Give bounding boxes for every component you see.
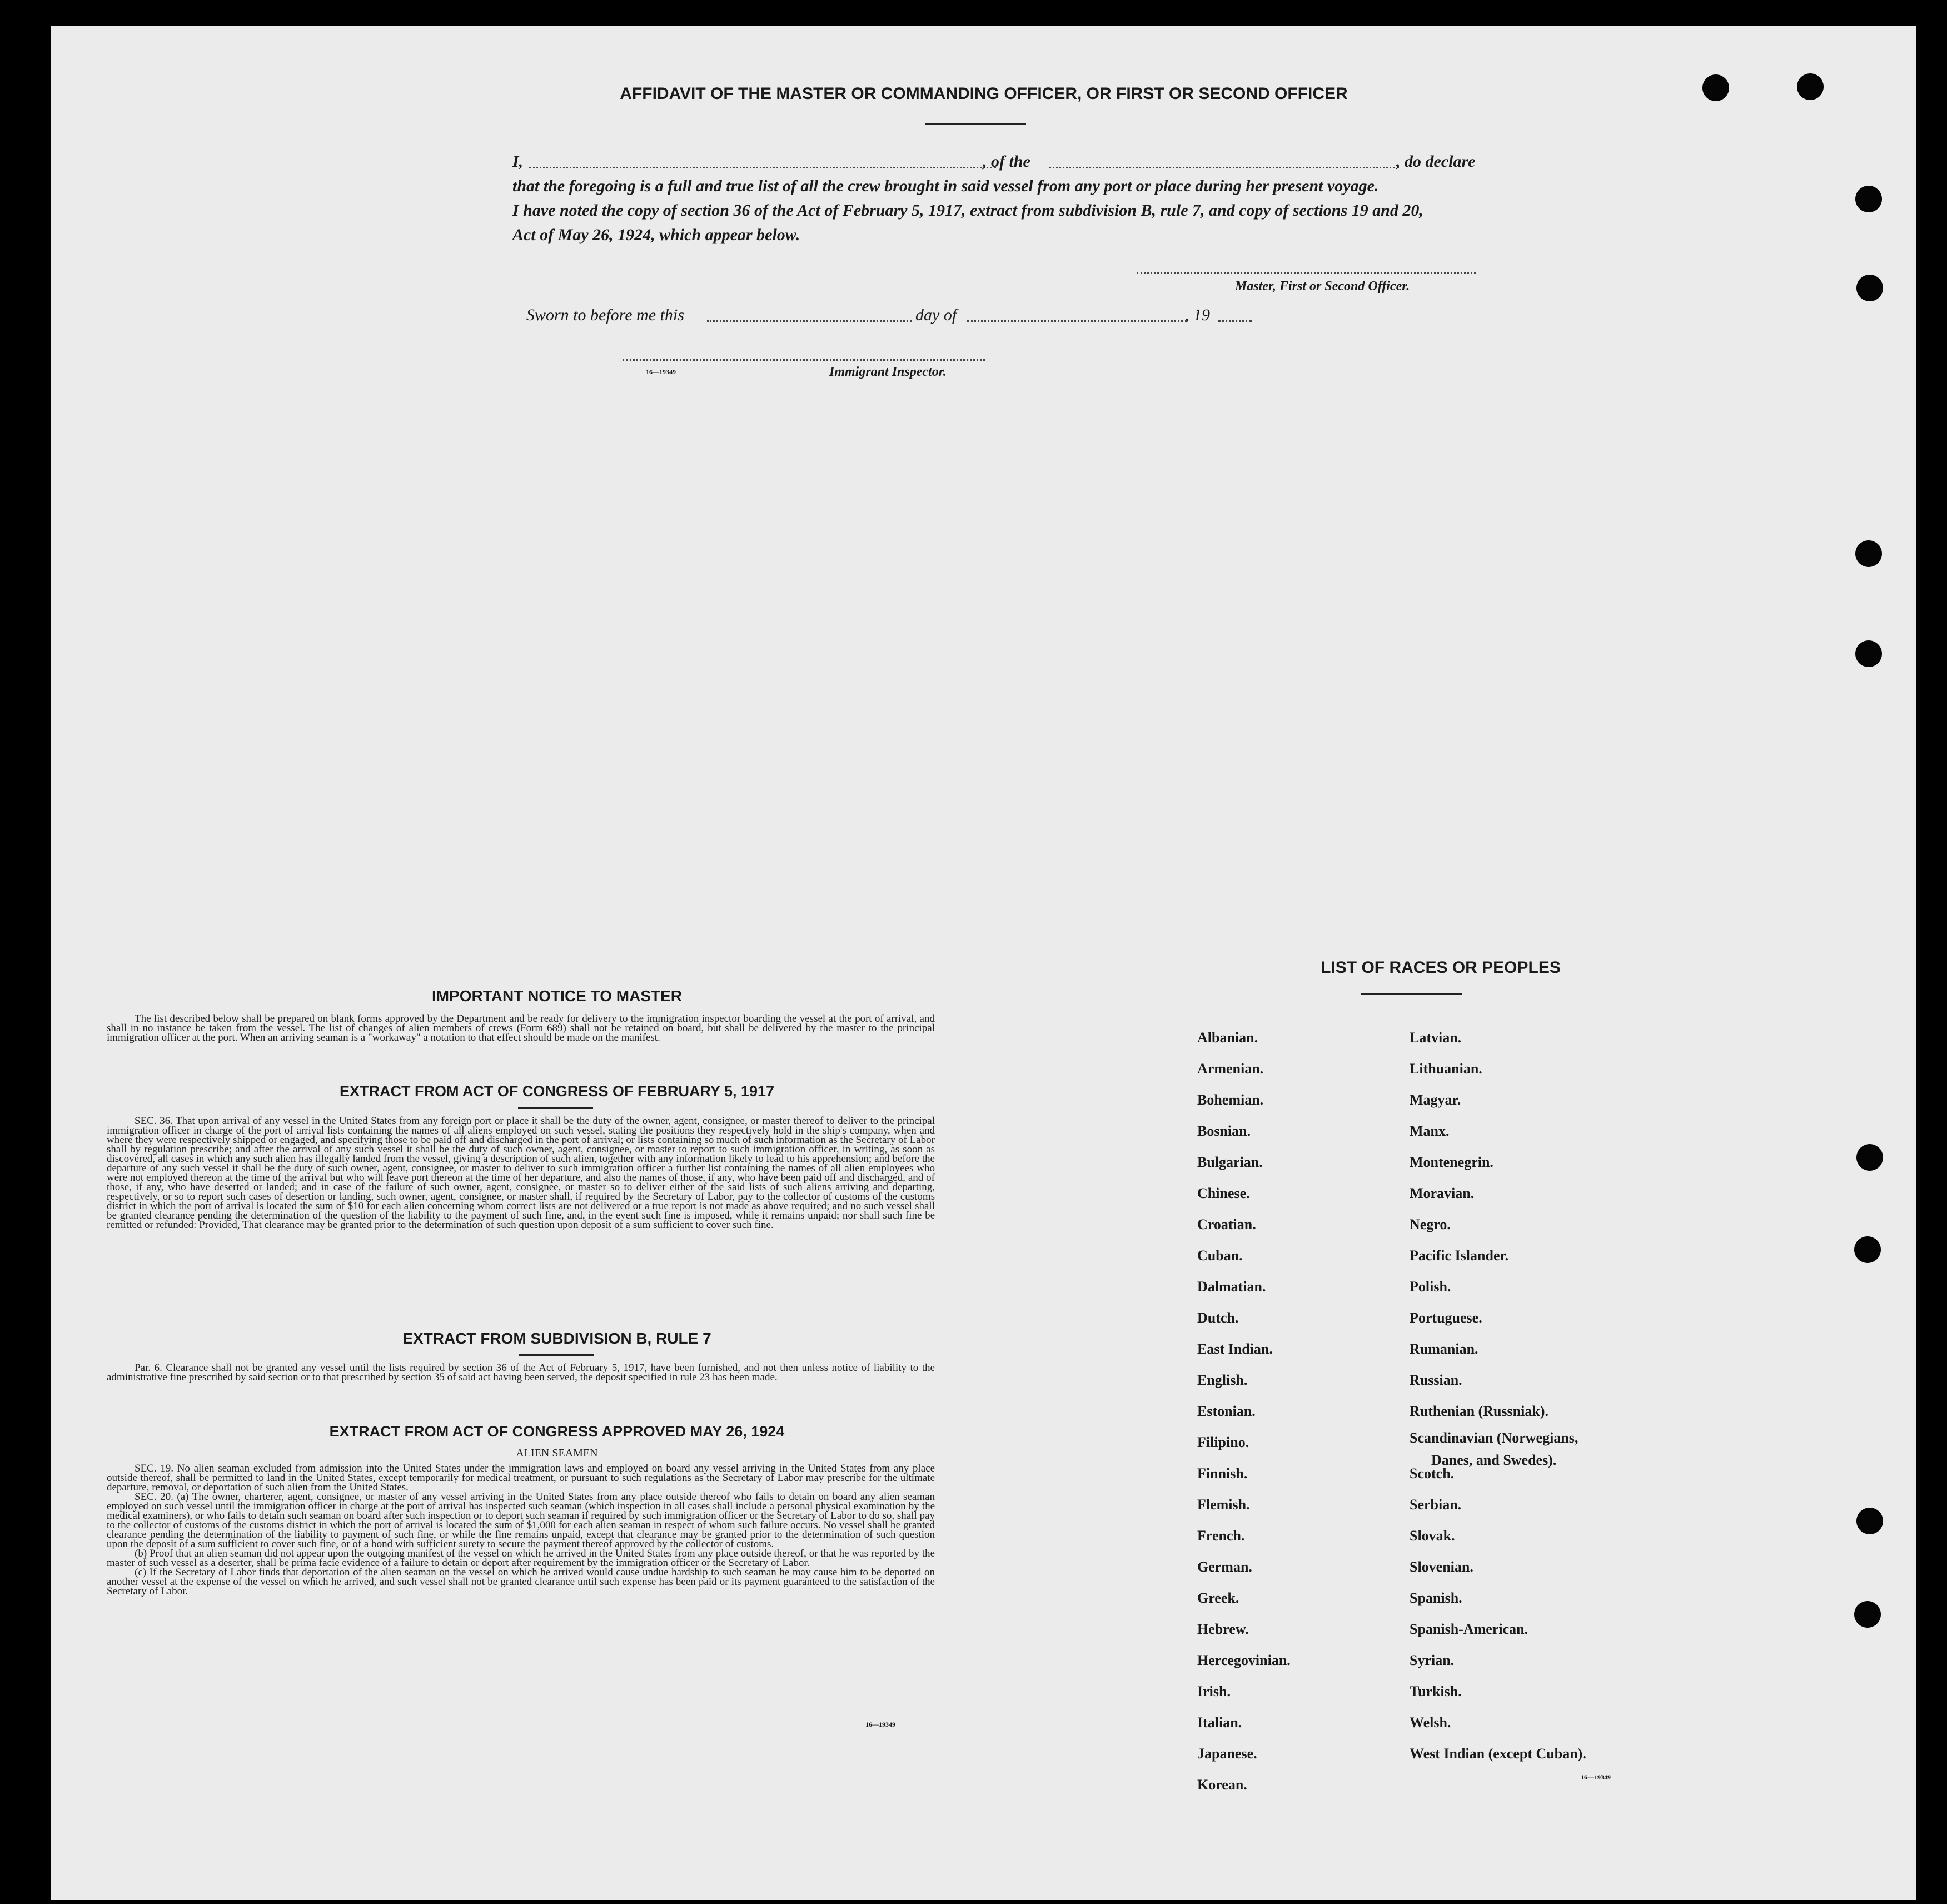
race-item: Finnish. — [1197, 1465, 1248, 1482]
rule7-body — [107, 1363, 935, 1382]
punch-hole — [1854, 1601, 1881, 1628]
affidavit-form-number: 16—19349 — [646, 368, 676, 376]
vessel-blank[interactable] — [1049, 167, 1399, 168]
race-item: Scandinavian (Norwegians, — [1410, 1430, 1578, 1446]
name-blank[interactable] — [529, 167, 996, 168]
race-item: Slovenian. — [1410, 1559, 1473, 1575]
race-item: Danes, and Swedes). — [1431, 1452, 1557, 1468]
extract-1924-body — [107, 1464, 935, 1596]
race-item: Portuguese. — [1410, 1310, 1482, 1326]
race-item: Dalmatian. — [1197, 1279, 1266, 1295]
race-item: Polish. — [1410, 1279, 1451, 1295]
day-of-label: day of — [915, 306, 957, 324]
race-item: Croatian. — [1197, 1216, 1256, 1232]
race-item: German. — [1197, 1559, 1252, 1575]
signature-blank[interactable] — [1137, 272, 1476, 274]
title-rule — [925, 123, 1026, 125]
punch-hole — [1856, 275, 1883, 301]
race-item: Turkish. — [1410, 1683, 1462, 1699]
race-item: Negro. — [1410, 1216, 1451, 1232]
year-prefix: , 19 — [1185, 306, 1210, 324]
race-item: Rumanian. — [1410, 1341, 1478, 1357]
notice-title: IMPORTANT NOTICE TO MASTER — [431, 987, 683, 1005]
race-item: Albanian. — [1197, 1030, 1258, 1046]
sworn-year-blank[interactable] — [1218, 320, 1252, 322]
race-item: Bosnian. — [1197, 1123, 1251, 1139]
race-item: Magyar. — [1410, 1092, 1461, 1108]
extract-1924-title: EXTRACT FROM ACT OF CONGRESS APPROVED MAY 26, 1924 — [329, 1423, 785, 1440]
race-item: Cuban. — [1197, 1247, 1243, 1264]
sec20a-text: SEC. 20. (a) The owner, charterer, agent, consignee, or master of any vessel arriving in the United States from any place outside thereof who fails to detain on board any alien seaman employed on such vessel until the immigration officer in charge at the port of arrival has inspected such seaman (which inspection in all cases shall include a personal physical examination by the medical examiners), or who fails to detain such seaman on board after such inspection or to deport such seaman if required by such immigration officer or the Secretary of Labor to do so, shall pay to the collector of customs of the customs district in which the port of arrival is located the sum of $1,000 for each alien seaman in respect of whom such failure occurs. No vessel shall be granted clearance pending the determination of the liability to payment of such fine, or while the fine remains unpaid, except that clearance may be granted prior to the determination of such question upon the deposit of a sum sufficient to cover such fine, or of a bond with sufficient surety to secure the payment thereof approved by the collector of customs. — [107, 1491, 935, 1550]
inspector-blank[interactable] — [623, 359, 985, 361]
race-item: Moravian. — [1410, 1185, 1475, 1201]
punch-hole — [1856, 1508, 1883, 1534]
legal-form-number: 16—19349 — [865, 1721, 895, 1728]
race-item: West Indian (except Cuban). — [1410, 1746, 1586, 1762]
race-item: Hebrew. — [1197, 1621, 1249, 1637]
rule7-rule — [519, 1354, 594, 1356]
punch-hole — [1856, 1144, 1883, 1171]
race-item: Russian. — [1410, 1372, 1462, 1388]
race-item: Japanese. — [1197, 1746, 1257, 1762]
punch-hole — [1854, 1236, 1881, 1263]
sworn-month-blank[interactable] — [967, 320, 1187, 322]
sworn-label: Sworn to before me this — [526, 306, 684, 324]
race-item: Estonian. — [1197, 1403, 1256, 1419]
race-item: Bulgarian. — [1197, 1154, 1263, 1170]
par6-text: Par. 6. Clearance shall not be granted any vessel until the lists required by section 36 of the Act of February 5, 1917, have been furnished, and not then unless notice of liability to the administrative fine prescribed by said section or to that prescribed by section 35 of said act having been served, the deposit specified in rule 23 has been made. — [107, 1362, 935, 1383]
signature-label: Master, First or Second Officer. — [1235, 279, 1410, 294]
line1-i: I, — [512, 152, 524, 171]
line1-do-declare: , do declare — [1396, 152, 1476, 171]
race-item: Irish. — [1197, 1683, 1231, 1699]
affidavit-title: AFFIDAVIT OF THE MASTER OR COMMANDING OFFICER, OR FIRST OR SECOND OFFICER — [620, 84, 1348, 103]
sec20c-text: (c) If the Secretary of Labor finds that deportation of the alien seaman on the vessel on which he arrived would cause undue hardship to such seaman he may cause him to be deported on another vessel at the expense of the vessel on which he arrived, and such vessel shall not be granted clearance until such expense has been paid or its payment guaranteed to the satisfaction of the Secretary of Labor. — [107, 1567, 935, 1597]
race-item: Spanish-American. — [1410, 1621, 1528, 1637]
race-item: Scotch. — [1410, 1465, 1455, 1482]
race-item: Welsh. — [1410, 1714, 1451, 1731]
race-item: Italian. — [1197, 1714, 1242, 1731]
sworn-day-blank[interactable] — [707, 320, 912, 322]
races-title: LIST OF RACES OR PEOPLES — [1321, 958, 1561, 977]
extract-1917-title: EXTRACT FROM ACT OF CONGRESS OF FEBRUARY 5, 1917 — [339, 1083, 775, 1100]
affidavit-line-4: Act of May 26, 1924, which appear below. — [512, 226, 800, 244]
affidavit-line-2: that the foregoing is a full and true list of all the crew brought in said vessel from any port or place during her present voyage. — [512, 177, 1379, 195]
race-item: Flemish. — [1197, 1497, 1250, 1513]
race-item: Armenian. — [1197, 1061, 1264, 1077]
sec36-text: SEC. 36. That upon arrival of any vessel in the United States from any foreign port or place it shall be the duty of the owner, agent, consignee, or master thereof to deliver to the principal immigration officer in charge of the port of arrival lists containing the names of all aliens employed on such vessel, stating the positions they respectively hold in the ship's company, when and where they were respectively shipped or engaged, and specifying those to be paid off and discharged in the port of arrival; or lists containing so much of such information as the Secretary of Labor shall by regulation prescribe; and after the arrival of any such vessel it shall be the duty of such owner, agent, consignee, or master to report to such immigration officer, in writing, as soon as discovered, all cases in which any such alien has illegally landed from the vessel, giving a description of such alien, together with any information likely to lead to his apprehension; and before the departure of any such vessel it shall be the duty of such owner, agent, consignee, or master to deliver to such immigration officer a further list containing the names of all alien employees who were not employed thereon at the time of the arrival but who will leave port thereon at the time of her departure, and also the names of those, if any, who have been paid off and discharged, and of those, if any, who have deserted or landed; and in case of the failure of such owner, agent, consignee, or master so to deliver either of the said lists of such aliens arriving and departing, respectively, or so to report such cases of desertion or landing, such owner, agent, consignee, or master shall, if required by the Secretary of Labor, pay to the collector of customs of the customs district in which the port of arrival is located the sum of $10 for each alien concerning whom correct lists are not delivered or a true report is not made as above required; and no such vessel shall be granted clearance pending the determination of the question of the liability to the payment of such fine, and, in the event such fine is imposed, while it remains unpaid; nor shall such fine be remitted or refunded: Provided, That clearance may be granted prior to the determination of such question upon deposit of a sum sufficient to cover such fine. — [107, 1115, 935, 1231]
race-item: Ruthenian (Russniak). — [1410, 1403, 1548, 1419]
race-item: Serbian. — [1410, 1497, 1462, 1513]
race-item: Greek. — [1197, 1590, 1239, 1606]
race-item: Korean. — [1197, 1777, 1247, 1793]
races-rule — [1361, 993, 1462, 995]
sec20b-text: (b) Proof that an alien seaman did not appear upon the outgoing manifest of the vessel on which he arrived in the United States from any place outside thereof, or that he was reported by the master of such vessel as a deserter, shall be prima facie evidence of a failure to detain or deport after requirement by the immigration officer or the Secretary of Labor. — [107, 1548, 935, 1569]
race-item: East Indian. — [1197, 1341, 1273, 1357]
race-item: Slovak. — [1410, 1528, 1455, 1544]
notice-text: The list described below shall be prepared on blank forms approved by the Department and be ready for delivery to the immigration inspector boarding the vessel at the port of arrival, and shall in no instance be taken from the vessel. The list of changes of alien members of crews (Form 689) shall not be retained on board, but shall be delivered by the master to the principal immigration officer at the port. When an arriving seaman is a "workaway" a notation to that effect should be made on the manifest. — [107, 1013, 935, 1043]
alien-seamen-subtitle: ALIEN SEAMEN — [516, 1447, 598, 1459]
rule7-title: EXTRACT FROM SUBDIVISION B, RULE 7 — [402, 1330, 711, 1347]
punch-hole — [1855, 640, 1882, 667]
punch-hole — [1797, 73, 1824, 100]
document-page — [51, 26, 1916, 1900]
race-item: Spanish. — [1410, 1590, 1462, 1606]
affidavit-line-3: I have noted the copy of section 36 of the Act of February 5, 1917, extract from subdivision B, rule 7, and copy of sections 19 and 20, — [512, 201, 1423, 220]
race-item: Filipino. — [1197, 1434, 1249, 1450]
punch-hole — [1855, 540, 1882, 567]
race-item: Bohemian. — [1197, 1092, 1264, 1108]
race-item: French. — [1197, 1528, 1245, 1544]
race-item: Latvian. — [1410, 1030, 1462, 1046]
sec19-text: SEC. 19. No alien seaman excluded from admission into the United States under the immigration laws and employed on board any vessel arriving in the United States from any place outside thereof, shall be permitted to land in the United States, except temporarily for medical treatment, or pursuant to such regulations as the Secretary of Labor may prescribe for the ultimate departure, removal, or deportation of such alien from the United States. — [107, 1463, 935, 1493]
race-item: Pacific Islander. — [1410, 1247, 1509, 1264]
extract-1917-rule — [518, 1107, 593, 1109]
inspector-label: Immigrant Inspector. — [829, 365, 947, 379]
punch-hole — [1855, 186, 1882, 212]
race-item: Lithuanian. — [1410, 1061, 1482, 1077]
notice-body — [107, 1014, 935, 1042]
race-item: Dutch. — [1197, 1310, 1239, 1326]
line1-of-the: , of the — [983, 152, 1030, 171]
race-item: English. — [1197, 1372, 1248, 1388]
punch-hole — [1702, 74, 1729, 101]
race-item: Montenegrin. — [1410, 1154, 1493, 1170]
race-item: Syrian. — [1410, 1652, 1455, 1668]
races-form-number: 16—19349 — [1581, 1773, 1611, 1781]
extract-1917-body — [107, 1116, 935, 1230]
race-item: Hercegovinian. — [1197, 1652, 1291, 1668]
race-item: Manx. — [1410, 1123, 1450, 1139]
race-item: Chinese. — [1197, 1185, 1250, 1201]
